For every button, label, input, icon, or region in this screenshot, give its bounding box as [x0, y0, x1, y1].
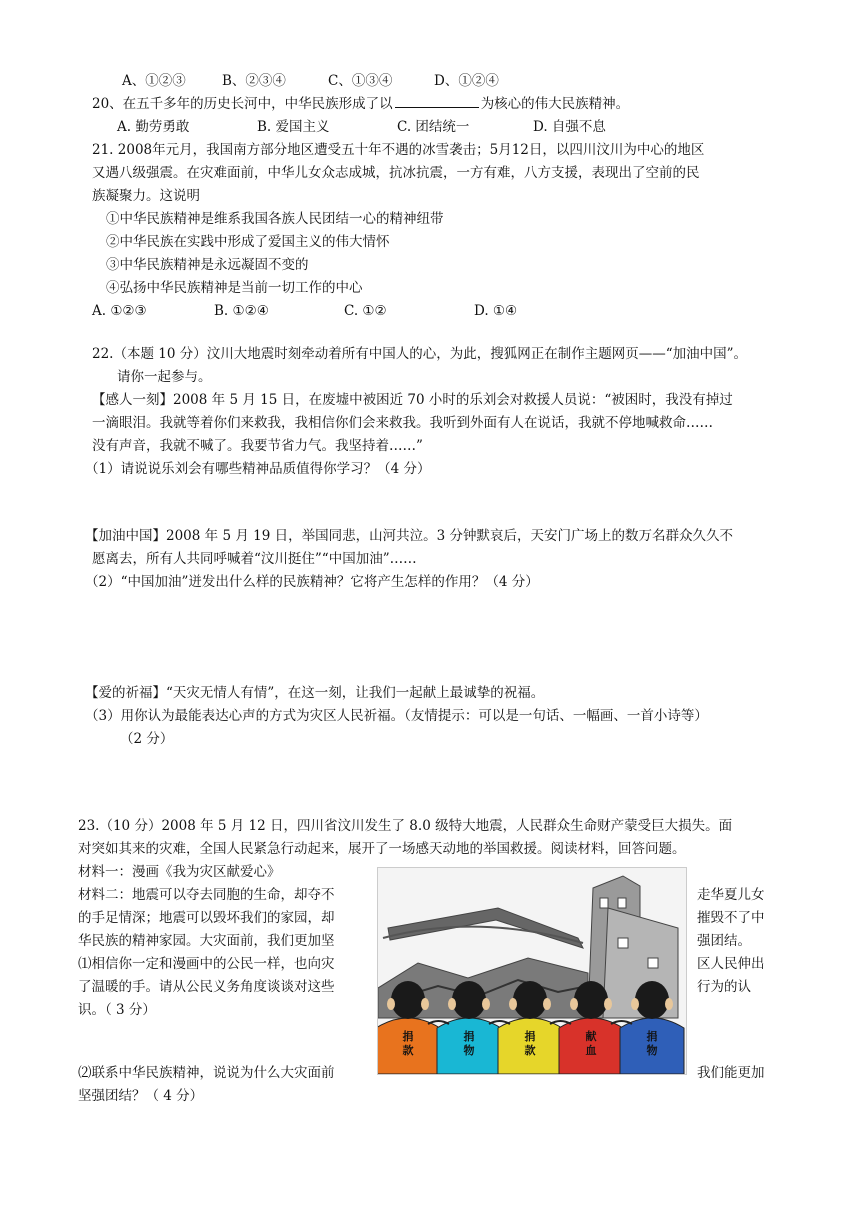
q23-right-line: 区人民伸出	[697, 956, 765, 972]
q22-question-3-score: （2 分）	[120, 731, 174, 747]
cartoon-ear	[509, 998, 517, 1010]
cartoon-head	[452, 981, 486, 1019]
cartoon-shirt-label: 款	[402, 1044, 414, 1057]
cartoon-shirt-label: 捐	[646, 1030, 658, 1043]
cartoon-shirt-label: 款	[524, 1044, 536, 1057]
q23-right-line: 摧毁不了中	[697, 910, 765, 926]
cartoon-ear	[570, 998, 578, 1010]
q20-option-a: A. 勤劳勇敢	[117, 119, 190, 135]
q23-intro: 23.（10 分）2008 年 5 月 12 日，四川省汶川发生了 8.0 级特大地震，人民群众生命财产蒙受巨大损失。面	[78, 818, 733, 834]
q19-option-c: C、①③④	[328, 73, 393, 89]
q22-part1: 一滴眼泪。我就等着你们来救我，我相信你们会来救我。我听到外面有人在说话，我就不停地喊救命……	[92, 415, 713, 431]
cartoon-ear	[631, 998, 639, 1010]
q22-part1: 没有声音，我就不喊了。我要节省力气。我坚持着……”	[92, 438, 423, 454]
q22-question-3: （3）用你认为最能表达心声的方式为灾区人民祈福。（友情提示：可以是一句话、一幅画、一首小诗等）	[85, 708, 708, 724]
q23-right-line: 强团结。	[697, 933, 751, 949]
q22-part2: 愿离去，所有人共同呼喊着“汶川挺住”“中国加油”……	[92, 551, 417, 567]
cartoon-image	[377, 867, 687, 1075]
q19-option-a: A、①②③	[122, 73, 186, 89]
q19-options	[122, 72, 499, 90]
q22-part1: 【感人一刻】2008 年 5 月 15 日，在废墟中被困近 70 小时的乐刘会对救援人员说：“被困时，我没有掉过	[92, 392, 733, 408]
cartoon-head	[574, 981, 608, 1019]
q21-statement: ④弘扬中华民族精神是当前一切工作的中心	[106, 280, 363, 296]
q23-question-2: ⑵联系中华民族精神，说说为什么大灾面前	[78, 1065, 335, 1081]
cartoon-shirt-label: 物	[463, 1044, 475, 1057]
q22-intro: 请你一起参与。	[117, 369, 212, 385]
q20-stem-before: 20、在五千多年的历史长河中，中华民族形成了以	[92, 96, 393, 112]
cartoon-shirt-label: 献	[585, 1030, 597, 1043]
cartoon-head	[635, 981, 669, 1019]
q21-statement: ②中华民族在实践中形成了爱国主义的伟大情怀	[106, 234, 390, 250]
q21-line: 族凝聚力。这说明	[92, 188, 200, 204]
q20-blank	[395, 95, 479, 108]
q22-part3: 【爱的祈福】“天灾无情人有情”，在这一刻，让我们一起献上最诚挚的祝福。	[85, 685, 545, 701]
q22-intro: 22.（本题 10 分）汶川大地震时刻牵动着所有中国人的心，为此，搜狐网正在制作主题网页——“加油中国”。	[92, 346, 748, 362]
q23-intro: 对突如其来的灾难，全国人民紧急行动起来，展开了一场感天动地的举国救援。阅读材料，回答问题。	[78, 841, 686, 857]
cartoon-shirt-label: 物	[646, 1044, 658, 1057]
cartoon-shirt-label: 血	[585, 1044, 597, 1057]
cartoon-ear	[665, 998, 673, 1010]
cartoon-ear	[543, 998, 551, 1010]
q23-left-line: ⑴相信你一定和漫画中的公民一样，也向灾	[78, 956, 335, 972]
cartoon-head	[513, 981, 547, 1019]
q21-statement: ③中华民族精神是永远凝固不变的	[106, 257, 309, 273]
q20-options	[117, 118, 606, 136]
q20-option-b: B. 爱国主义	[257, 119, 330, 135]
q20-stem-after: 为核心的伟大民族精神。	[480, 96, 630, 112]
q20-option-d: D. 自强不息	[533, 119, 606, 135]
q21-statement: ①中华民族精神是维系我国各族人民团结一心的精神纽带	[106, 211, 444, 227]
q23-left-line: 识。（ 3 分）	[78, 1002, 156, 1018]
cartoon-ear	[387, 998, 395, 1010]
q20-option-c: C. 团结统一	[397, 119, 470, 135]
q19-option-d: D、①②④	[434, 73, 499, 89]
q23-question-2-right: 我们能更加	[697, 1065, 765, 1081]
q21-option-d: D. ①④	[474, 303, 518, 319]
cartoon-shirt-label: 捐	[524, 1030, 536, 1043]
cartoon-ear	[421, 998, 429, 1010]
q23-question-2-cont: 坚强团结？（ 4 分）	[78, 1088, 204, 1104]
cartoon-ear	[448, 998, 456, 1010]
q19-option-b: B、②③④	[222, 73, 286, 89]
q21-option-b: B. ①②④	[214, 303, 269, 319]
q22-part2: 【加油中国】2008 年 5 月 19 日，举国同悲，山河共泣。3 分钟默哀后，天安门广场上的数万名群众久久不	[85, 528, 733, 544]
q23-right-line: 走华夏儿女	[697, 887, 765, 903]
q23-left-line: 了温暖的手。请从公民义务角度谈谈对这些	[78, 979, 335, 995]
q23-material-1: 材料一：漫画《我为灾区献爱心》	[78, 864, 281, 880]
q21-option-a: A. ①②③	[92, 303, 147, 319]
cartoon-shirt-label: 捐	[402, 1030, 414, 1043]
q22-question-2: （2）“中国加油”迸发出什么样的民族精神？它将产生怎样的作用？（4 分）	[85, 574, 539, 590]
q21-line: 又遇八级强震。在灾难面前，中华儿女众志成城，抗冰抗震，一方有难，八方支援，表现出了空前的民	[92, 165, 700, 181]
q23-left-line: 材料二：地震可以夺去同胞的生命，却夺不	[78, 887, 335, 903]
cartoon-ear	[482, 998, 490, 1010]
people-group	[378, 981, 684, 1074]
q21-options	[92, 302, 517, 320]
q22-question-1: （1）请说说乐刘会有哪些精神品质值得你学习？（4 分）	[85, 461, 431, 477]
q23-right-line: 行为的认	[697, 979, 751, 995]
q23-left-line: 的手足情深；地震可以毁坏我们的家园，却	[78, 910, 335, 926]
q23-left-line: 华民族的精神家园。大灾面前，我们更加坚	[78, 933, 335, 949]
cartoon-shirt-label: 捐	[463, 1030, 475, 1043]
cartoon-head	[391, 981, 425, 1019]
cartoon-ear	[604, 998, 612, 1010]
q20-stem	[92, 95, 629, 113]
q21-line: 21. 2008年元月，我国南方部分地区遭受五十年不遇的冰雪袭击；5月12日，以四川汶川为中心的地区	[92, 142, 705, 158]
q21-option-c: C. ①②	[344, 303, 387, 319]
